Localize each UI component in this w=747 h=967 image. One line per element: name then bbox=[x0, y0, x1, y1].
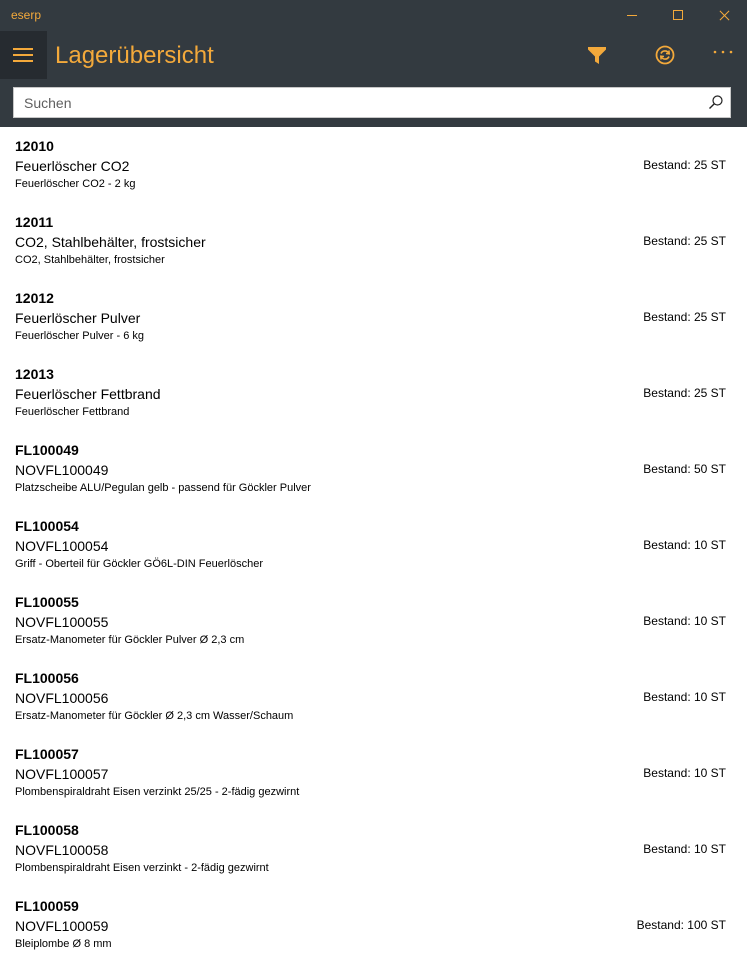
item-code: FL100057 bbox=[15, 746, 79, 762]
item-description: Feuerlöscher Fettbrand bbox=[15, 406, 130, 418]
list-item[interactable] bbox=[0, 355, 747, 431]
item-stock: Bestand: 25 ST bbox=[643, 158, 726, 172]
more-icon bbox=[709, 41, 737, 69]
item-name: NOVFL100057 bbox=[15, 766, 109, 782]
item-code: 12012 bbox=[15, 290, 54, 306]
item-code: 12013 bbox=[15, 366, 54, 382]
item-code: FL100054 bbox=[15, 518, 79, 534]
item-code: 12010 bbox=[15, 138, 54, 154]
item-description: Plombenspiraldraht Eisen verzinkt - 2-fädig gezwirnt bbox=[15, 862, 269, 874]
item-description: Feuerlöscher Pulver - 6 kg bbox=[15, 330, 144, 342]
list-item[interactable] bbox=[0, 735, 747, 811]
item-name: NOVFL100058 bbox=[15, 842, 109, 858]
item-stock: Bestand: 10 ST bbox=[643, 538, 726, 552]
minimize-icon bbox=[627, 15, 637, 16]
filter-icon bbox=[583, 41, 611, 69]
search-icon[interactable] bbox=[708, 94, 724, 110]
refresh-button[interactable] bbox=[651, 41, 679, 69]
item-name: NOVFL100049 bbox=[15, 462, 109, 478]
item-code: FL100058 bbox=[15, 822, 79, 838]
list-item[interactable] bbox=[0, 127, 747, 203]
item-name: NOVFL100054 bbox=[15, 538, 109, 554]
item-name: NOVFL100059 bbox=[15, 918, 109, 934]
item-description: Platzscheibe ALU/Pegulan gelb - passend für Göckler Pulver bbox=[15, 482, 311, 494]
search-box bbox=[13, 87, 731, 118]
app-name: eserp bbox=[11, 8, 42, 22]
item-code: 12011 bbox=[15, 214, 54, 230]
item-name: Feuerlöscher Fettbrand bbox=[15, 386, 161, 402]
inventory-list bbox=[0, 127, 747, 967]
item-name: Feuerlöscher Pulver bbox=[15, 310, 141, 326]
list-item[interactable] bbox=[0, 431, 747, 507]
list-item[interactable] bbox=[0, 279, 747, 355]
item-stock: Bestand: 25 ST bbox=[643, 234, 726, 248]
page-title: Lagerübersicht bbox=[55, 42, 214, 69]
item-name: NOVFL100055 bbox=[15, 614, 109, 630]
item-description: Bleiplombe Ø 8 mm bbox=[15, 938, 112, 950]
item-description: CO2, Stahlbehälter, frostsicher bbox=[15, 254, 165, 266]
item-stock: Bestand: 25 ST bbox=[643, 386, 726, 400]
list-item[interactable] bbox=[0, 887, 747, 963]
list-item[interactable] bbox=[0, 811, 747, 887]
item-name: CO2, Stahlbehälter, frostsicher bbox=[15, 234, 206, 250]
item-stock: Bestand: 10 ST bbox=[643, 690, 726, 704]
title-bar bbox=[0, 0, 747, 31]
item-description: Feuerlöscher CO2 - 2 kg bbox=[15, 178, 136, 190]
list-item[interactable] bbox=[0, 507, 747, 583]
maximize-icon bbox=[673, 10, 683, 20]
item-stock: Bestand: 10 ST bbox=[643, 614, 726, 628]
item-stock: Bestand: 10 ST bbox=[643, 842, 726, 856]
item-description: Plombenspiraldraht Eisen verzinkt 25/25 - 2-fädig gezwirnt bbox=[15, 786, 300, 798]
close-button[interactable] bbox=[701, 0, 747, 31]
item-name: Feuerlöscher CO2 bbox=[15, 158, 130, 174]
item-description: Griff - Oberteil für Göckler GÖ6L-DIN Feuerlöscher bbox=[15, 558, 263, 570]
item-stock: Bestand: 50 ST bbox=[643, 462, 726, 476]
item-stock: Bestand: 25 ST bbox=[643, 310, 726, 324]
list-item[interactable] bbox=[0, 583, 747, 659]
item-code: FL100055 bbox=[15, 594, 79, 610]
item-description: Ersatz-Manometer für Göckler Pulver Ø 2,3 cm bbox=[15, 634, 245, 646]
item-code: FL100056 bbox=[15, 670, 79, 686]
app-header bbox=[0, 31, 747, 86]
minimize-button[interactable] bbox=[609, 0, 655, 31]
item-stock: Bestand: 10 ST bbox=[643, 766, 726, 780]
hamburger-menu-button[interactable] bbox=[0, 31, 47, 79]
item-code: FL100059 bbox=[15, 898, 79, 914]
item-description: Ersatz-Manometer für Göckler Ø 2,3 cm Wasser/Schaum bbox=[15, 710, 294, 722]
item-code: FL100049 bbox=[15, 442, 79, 458]
item-stock: Bestand: 100 ST bbox=[636, 918, 726, 932]
list-item[interactable] bbox=[0, 659, 747, 735]
search-input[interactable] bbox=[14, 88, 694, 117]
item-name: NOVFL100056 bbox=[15, 690, 109, 706]
refresh-icon bbox=[651, 41, 679, 69]
search-bar bbox=[0, 86, 747, 127]
list-item[interactable] bbox=[0, 203, 747, 279]
more-options-button[interactable] bbox=[709, 41, 737, 69]
filter-button[interactable] bbox=[583, 41, 611, 69]
maximize-button[interactable] bbox=[655, 0, 701, 31]
